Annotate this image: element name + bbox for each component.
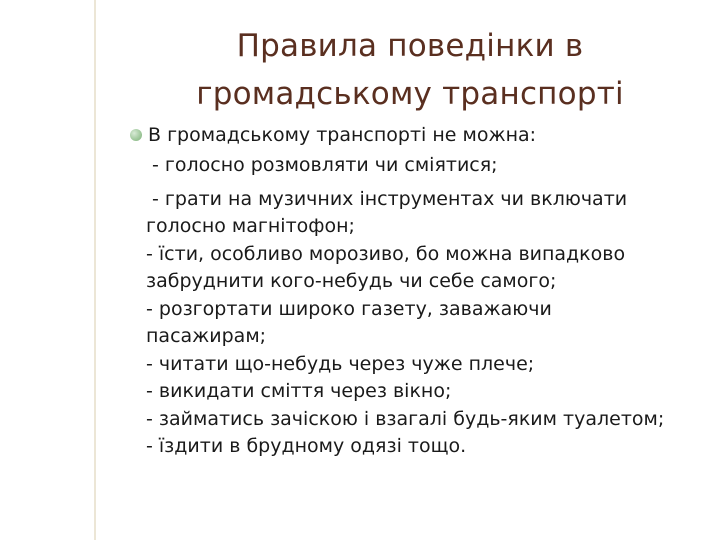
rules-list [130,152,710,461]
list-item: пасажирам; [146,325,267,347]
slide-content [130,118,710,461]
left-rule [94,0,96,540]
list-item: - викидати сміття через вікно; [146,380,452,402]
list-item: - їсти, особливо морозиво, бо можна випадково [146,242,626,265]
list-item: - займатись зачіскою і взагалі будь-яким туалетом; [146,407,665,430]
list-item: забруднити кого-небудь чи себе самого; [146,270,557,292]
list-item: - їздити в брудному одязі тощо. [146,435,467,457]
list-item: - голосно розмовляти чи сміятися; [152,154,498,176]
title-line-1: Правила поведінки в [236,28,584,64]
bullet-heading: В громадському транспорті не можна: [148,124,537,146]
list-item: - читати що-небудь через чуже плече; [146,352,535,375]
title-line-2: громадському транспорті [196,76,624,112]
slide-title [150,22,670,118]
list-item: голосно магнітофон; [146,215,355,237]
list-item: - грати на музичних інструментах чи включати [152,187,628,210]
bullet-heading-row [130,118,710,152]
bullet-icon [130,129,142,141]
list-item: - розгортати широко газету, заважаючи [146,297,552,320]
